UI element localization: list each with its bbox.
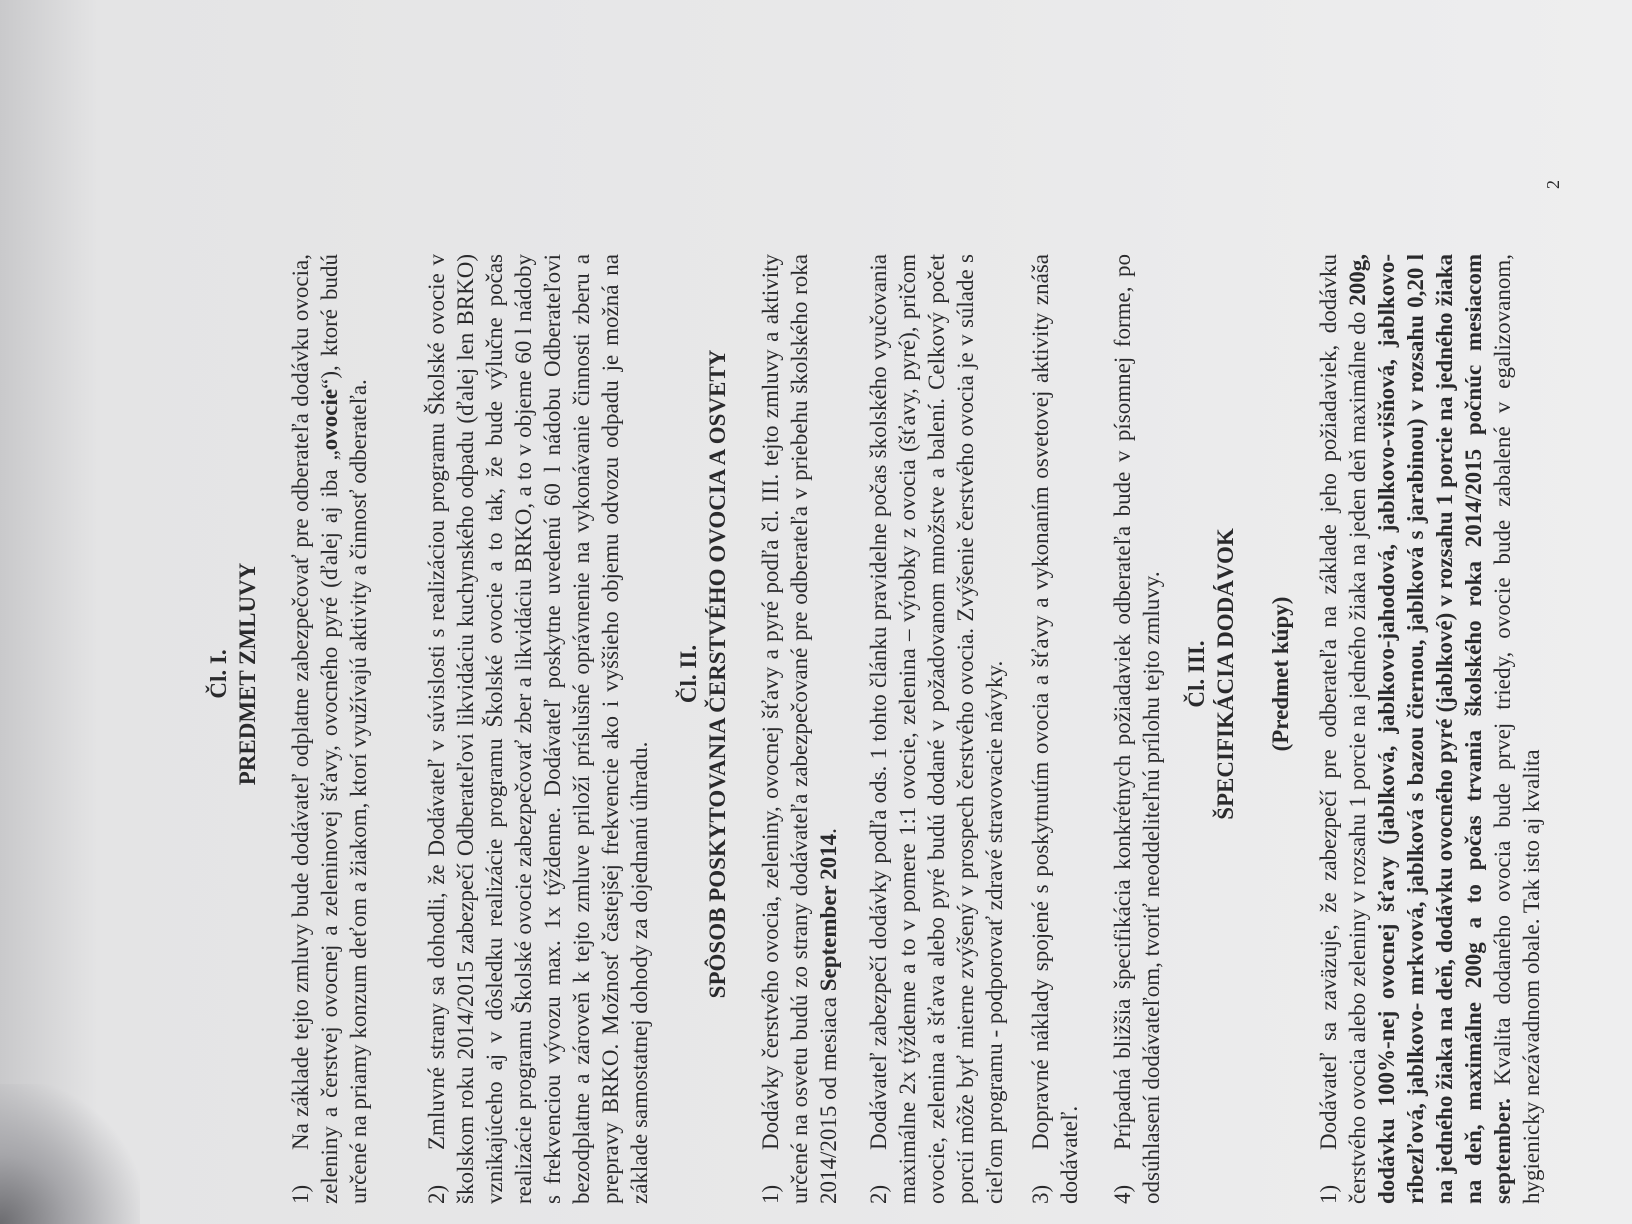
article-3-title: ŠPECIFIKÁCIA DODÁVOK — [1213, 528, 1238, 820]
article-2-label: Čl. II. — [676, 644, 701, 704]
article-2-heading — [674, 124, 732, 1224]
paragraph-number: 1) — [1316, 1184, 1341, 1204]
paragraph-number: 4) — [1110, 1184, 1135, 1204]
paragraph-text: Na základe tejto zmluvy bude dodávateľ odplatne zabezpečovať pre odberateľa dodávku ovocia, zeleniny a čerstvej ovocnej a zeleninovej šťavy, ovocného pyré (ďalej aj iba „ — [288, 254, 342, 1204]
article-2-title: SPÔSOB POSKYTOVANIA ČERSTVÉHO OVOCIA A OSVETY — [705, 349, 730, 999]
article-3-subtitle: (Predmet kúpy) — [1268, 596, 1293, 752]
article-1-heading — [204, 124, 262, 1224]
article-3-heading — [1182, 124, 1295, 1224]
paragraph-text: Prípadná bližšia špecifikácia konkrétnych požiadaviek odberateľa bude v písomnej forme, po odsúhlasení dodávateľom, tvoriť neoddeliteľnú prílohu tejto zmluvy. — [1110, 254, 1164, 1204]
paragraph-number: 1) — [288, 1184, 313, 1204]
article-1-paragraph-1 — [286, 254, 373, 1204]
paragraph-number: 2) — [424, 1184, 449, 1204]
paragraph-text: Dodávateľ zabezpečí dodávky podľa ods. 1 tohto článku pravidelne počas školského vyučovania maximálne 2x týždenne a to v pomere 1:1 ovocie, zelenina – výrobky z ovocia (šťavy, pyré), pričom ovocie, zelenina a šťava alebo pyré budú dodané v požadovanom množstve a balení. Celkový počet porcií môže byť mierne zvýšený v prospech čerstvého ovocia. Zvýšenie čerstvého ovocia je v súlade s cieľom programu - podporovať zdravé stravovacie návyky. — [866, 254, 1007, 1204]
article-1-title: PREDMET ZMLUVY — [235, 562, 260, 786]
paragraph-text: Dopravné náklady spojené s poskytnutím ovocia a šťavy a vykonaním osvetovej aktivity znáša dodávateľ. — [1028, 254, 1082, 1204]
article-2-paragraph-3 — [1026, 254, 1084, 1204]
document-page — [204, 124, 1563, 1224]
paragraph-text: Zmluvné strany sa dohodli, že Dodávateľ v súvislosti s realizáciou programu Školské ovocie v školskom roku 2014/2015 zabezpečí Odberateľovi likvidáciu kuchynského odpadu (ďalej len BRKO) vznikajúceho aj v dôsledku realizácie programu Školské ovocie a to tak, že bude výlučne počas realizácie programu Školské ovocie zabezpečovať zber a likvidáciu BRKO, a to v objeme 60 l nádoby s frekvenciou vývozu max. 1x týždenne. Dodávateľ poskytne uvedenú 60 l nádobu Odberateľovi bezodplatne a zároveň k tejto zmluve priloží príslušné oprávnenie na vykonávanie činnosti zberu a prepravy BRKO. Možnosť častejšej frekvencie ako i vyššieho objemu odvozu odpadu je možná na základe samostatnej dohody za dojednanú úhradu. — [424, 254, 652, 1204]
article-1-label: Čl. I. — [206, 649, 231, 699]
page-number: 2 — [1543, 180, 1563, 189]
article-3-paragraph-1 — [1314, 254, 1546, 1204]
paragraph-text: Dodávateľ sa zaväzuje, že zabezpečí pre odberateľa na základe jeho požiadaviek, dodávku čerstvého ovocia alebo zeleniny v rozsahu 1 porcie na jedného žiaka na jeden deň maximálne do — [1316, 254, 1370, 1204]
paragraph-bold-text: 200g, dodávku 100%-nej ovocnej šťavy (jablková, jablkovo-jahodová, jablkovo-višňová, jablkovo- ríbezľová, jablkovo- mrkvová, jablková s bazou čiernou, jablková s jarabinou) v rozsahu 0,20 l na jedného žiaka na deň, dodávku ovocného pyré (jablkové) v rozsahu 1 porcie na jedného žiaka na deň, maximálne 200g a to počas trvania školského roka 2014/2015 počnúc mesiacom september. — [1345, 254, 1515, 1204]
article-2-paragraph-2 — [864, 254, 1009, 1204]
article-2-paragraph-4 — [1108, 254, 1166, 1204]
paragraph-text: Dodávky čerstvého ovocia, zeleniny, ovocnej šťavy a pyré podľa čl. III. tejto zmluvy a aktivity určené na osvetu budú zo strany dodávateľa zabezpečované pre odberateľa v priebehu školského roka 2014/2015 od mesiaca — [758, 254, 841, 1204]
paragraph-text: . — [816, 828, 841, 834]
shadow-corner — [0, 1084, 140, 1224]
paragraph-number: 2) — [866, 1184, 891, 1204]
paragraph-text: Kvalita dodaného ovocia bude prvej triedy, ovocie bude zabalené v egalizovanom, hygienicky nezávadnom obale. Tak isto aj kvalita — [1490, 254, 1544, 1204]
paragraph-number: 1) — [758, 1184, 783, 1204]
paragraph-bold-text: ovocie — [317, 388, 342, 451]
paragraph-number: 3) — [1028, 1184, 1053, 1204]
article-3-label: Čl. III. — [1184, 640, 1209, 708]
article-2-paragraph-1 — [756, 254, 843, 1204]
paragraph-text: “), ktoré budú určené na priamy konzum deťom a žiakom, ktorí využívajú aktivity a činnosť odberateľa. — [317, 254, 371, 1204]
article-1-paragraph-2 — [422, 254, 654, 1204]
paragraph-bold-text: September 2014 — [816, 833, 841, 992]
